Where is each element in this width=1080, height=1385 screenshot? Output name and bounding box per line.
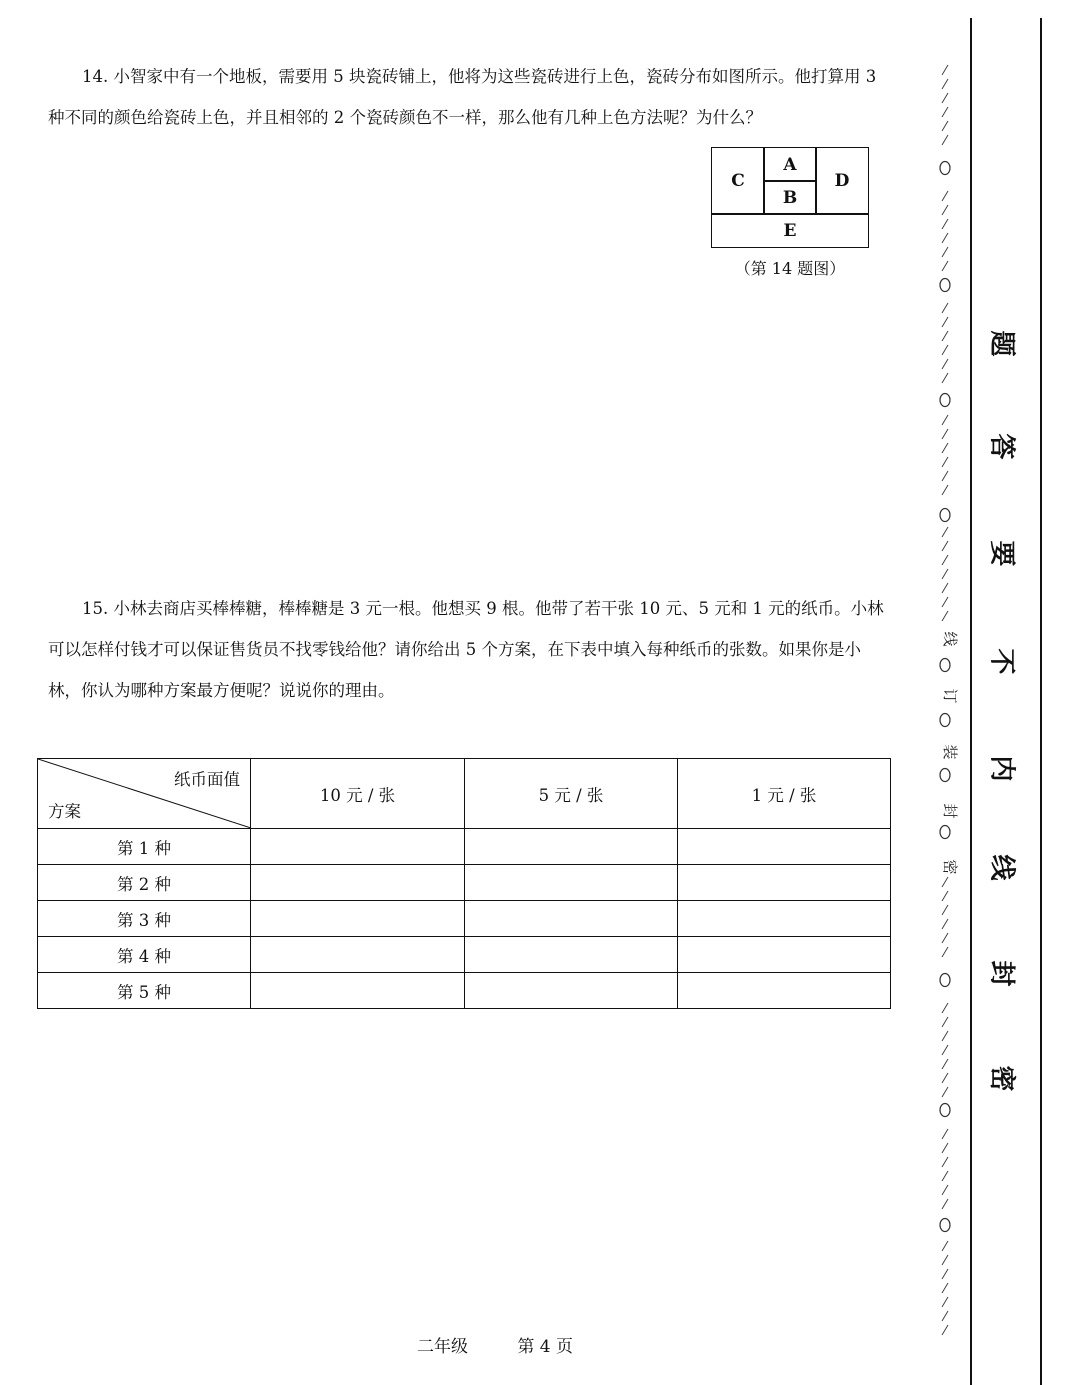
answer-cell[interactable] <box>678 973 891 1009</box>
seal-slash-mark <box>942 471 948 481</box>
seal-circle-mark <box>940 1219 950 1232</box>
seal-slash-mark <box>942 1255 948 1265</box>
seal-slash-mark <box>942 947 948 957</box>
question-15-text: 15. 小林去商店买棒棒糖，棒棒糖是 3 元一根。他想买 9 根。他带了若干张 10 元、5 元和 1 元的纸币。小林可以怎样付钱才可以保证售货员不找零钱给他？请你给出 5 个方案，在下表中填入每种纸币的张数。如果你是小林，你认为哪种方案最方便呢？说说你的理由。 <box>48 599 884 700</box>
warning-char: 内 <box>986 755 1017 782</box>
seal-circle-mark <box>940 659 950 672</box>
seal-circle-mark <box>940 1104 950 1117</box>
seal-slash-mark <box>942 65 948 75</box>
table-row <box>38 865 891 901</box>
tile-c: C <box>711 147 765 215</box>
seal-word: 订 <box>941 688 959 704</box>
seal-circle-mark <box>940 769 950 782</box>
seal-slash-mark <box>942 303 948 313</box>
warning-char: 不 <box>986 648 1017 675</box>
seal-slash-mark <box>942 1185 948 1195</box>
seal-slash-mark <box>942 205 948 215</box>
seal-slash-mark <box>942 583 948 593</box>
seal-slash-mark <box>942 135 948 145</box>
answer-cell[interactable] <box>251 937 465 973</box>
seal-slash-mark <box>942 1269 948 1279</box>
answer-cell[interactable] <box>251 901 465 937</box>
seal-slash-mark <box>942 191 948 201</box>
seal-slash-mark <box>942 359 948 369</box>
seal-slash-mark <box>942 611 948 621</box>
seal-slash-mark <box>942 485 948 495</box>
row-label: 第 5 种 <box>38 973 251 1009</box>
seal-slash-mark <box>942 877 948 887</box>
seal-word: 封 <box>941 803 959 819</box>
seal-slash-mark <box>942 233 948 243</box>
seal-slash-mark <box>942 247 948 257</box>
seal-slash-mark <box>942 93 948 103</box>
answer-cell[interactable] <box>251 829 465 865</box>
seal-slash-mark <box>942 1087 948 1097</box>
corner-label-denomination: 纸币面值 <box>174 770 240 789</box>
seal-slash-mark <box>942 1171 948 1181</box>
seal-circle-mark <box>940 162 950 175</box>
tile-e: E <box>711 213 869 248</box>
seal-slash-mark <box>942 345 948 355</box>
seal-slash-mark <box>942 919 948 929</box>
table-corner-cell <box>38 759 251 829</box>
seal-slash-mark <box>942 415 948 425</box>
seal-word: 线 <box>941 631 959 647</box>
warning-char: 题 <box>986 330 1017 357</box>
answer-cell[interactable] <box>678 901 891 937</box>
table-row <box>38 973 891 1009</box>
answer-cell[interactable] <box>678 865 891 901</box>
column-header-10yuan: 10 元 / 张 <box>251 759 465 829</box>
seal-slash-mark <box>942 1283 948 1293</box>
warning-char: 要 <box>986 540 1017 567</box>
seal-word: 密 <box>941 859 959 875</box>
page-footer <box>0 1332 1035 1357</box>
footer-page-number: 第 4 页 <box>517 1337 574 1357</box>
seal-slash-mark <box>942 1031 948 1041</box>
seal-slash-mark <box>942 891 948 901</box>
column-header-5yuan: 5 元 / 张 <box>465 759 678 829</box>
answer-cell[interactable] <box>465 973 678 1009</box>
tile-figure <box>711 147 869 248</box>
warning-char: 答 <box>986 433 1017 460</box>
table-row <box>38 901 891 937</box>
seal-circle-mark <box>940 509 950 522</box>
seal-slash-mark <box>942 219 948 229</box>
seal-slash-mark <box>942 1325 948 1335</box>
tile-d: D <box>815 147 869 215</box>
row-label: 第 3 种 <box>38 901 251 937</box>
answer-cell[interactable] <box>465 865 678 901</box>
seal-slash-mark <box>942 79 948 89</box>
answer-cell[interactable] <box>465 937 678 973</box>
table-row <box>38 829 891 865</box>
answer-cell[interactable] <box>465 829 678 865</box>
seal-slash-mark <box>942 107 948 117</box>
seal-slash-mark <box>942 373 948 383</box>
seal-slash-mark <box>942 597 948 607</box>
column-header-1yuan: 1 元 / 张 <box>678 759 891 829</box>
seal-slash-mark <box>942 555 948 565</box>
seal-circle-mark <box>940 974 950 987</box>
figure-caption: （第 14 题图） <box>734 259 846 278</box>
tile-b: B <box>763 180 817 215</box>
seal-slash-mark <box>942 569 948 579</box>
seal-circle-mark <box>940 826 950 839</box>
footer-grade: 二年级 <box>416 1337 468 1357</box>
seal-slash-mark <box>942 1003 948 1013</box>
seal-slash-mark <box>942 1157 948 1167</box>
table-header-row <box>38 759 891 829</box>
row-label: 第 1 种 <box>38 829 251 865</box>
seal-circle-mark <box>940 279 950 292</box>
seal-slash-mark <box>942 1059 948 1069</box>
seal-slash-mark <box>942 457 948 467</box>
seal-slash-mark <box>942 1297 948 1307</box>
seal-slash-mark <box>942 527 948 537</box>
seal-word: 装 <box>941 744 959 760</box>
warning-char: 封 <box>986 960 1017 987</box>
seal-slash-mark <box>942 933 948 943</box>
answer-cell[interactable] <box>465 901 678 937</box>
seal-slash-mark <box>942 443 948 453</box>
table-row <box>38 937 891 973</box>
warning-char: 密 <box>986 1065 1017 1092</box>
seal-slash-mark <box>942 317 948 327</box>
answer-cell[interactable] <box>678 829 891 865</box>
seal-line <box>925 40 965 1340</box>
seal-slash-mark <box>942 261 948 271</box>
corner-label-plan: 方案 <box>48 802 81 821</box>
binding-border-outer <box>1040 18 1042 1385</box>
seal-slash-mark <box>942 1129 948 1139</box>
seal-slash-mark <box>942 905 948 915</box>
seal-slash-mark <box>942 1017 948 1027</box>
seal-slash-mark <box>942 121 948 131</box>
seal-slash-mark <box>942 1045 948 1055</box>
seal-line-marks <box>925 40 965 1340</box>
binding-border-inner <box>970 18 972 1385</box>
tile-a: A <box>763 147 817 182</box>
seal-slash-mark <box>942 1311 948 1321</box>
question-14-text: 14. 小智家中有一个地板，需要用 5 块瓷砖铺上，他将为这些瓷砖进行上色，瓷砖分布如图所示。他打算用 3 种不同的颜色给瓷砖上色，并且相邻的 2 个瓷砖颜色不一样，那么他有几种上色方法呢？为什么？ <box>48 67 877 127</box>
seal-slash-mark <box>942 541 948 551</box>
row-label: 第 4 种 <box>38 937 251 973</box>
answer-cell[interactable] <box>678 937 891 973</box>
answer-cell[interactable] <box>251 973 465 1009</box>
seal-slash-mark <box>942 1199 948 1209</box>
seal-circle-mark <box>940 714 950 727</box>
answer-cell[interactable] <box>251 865 465 901</box>
bill-table <box>37 758 891 1009</box>
seal-slash-mark <box>942 429 948 439</box>
seal-slash-mark <box>942 1073 948 1083</box>
seal-slash-mark <box>942 331 948 341</box>
row-label: 第 2 种 <box>38 865 251 901</box>
warning-char: 线 <box>986 854 1017 881</box>
seal-slash-mark <box>942 1241 948 1251</box>
seal-slash-mark <box>942 1143 948 1153</box>
seal-circle-mark <box>940 394 950 407</box>
